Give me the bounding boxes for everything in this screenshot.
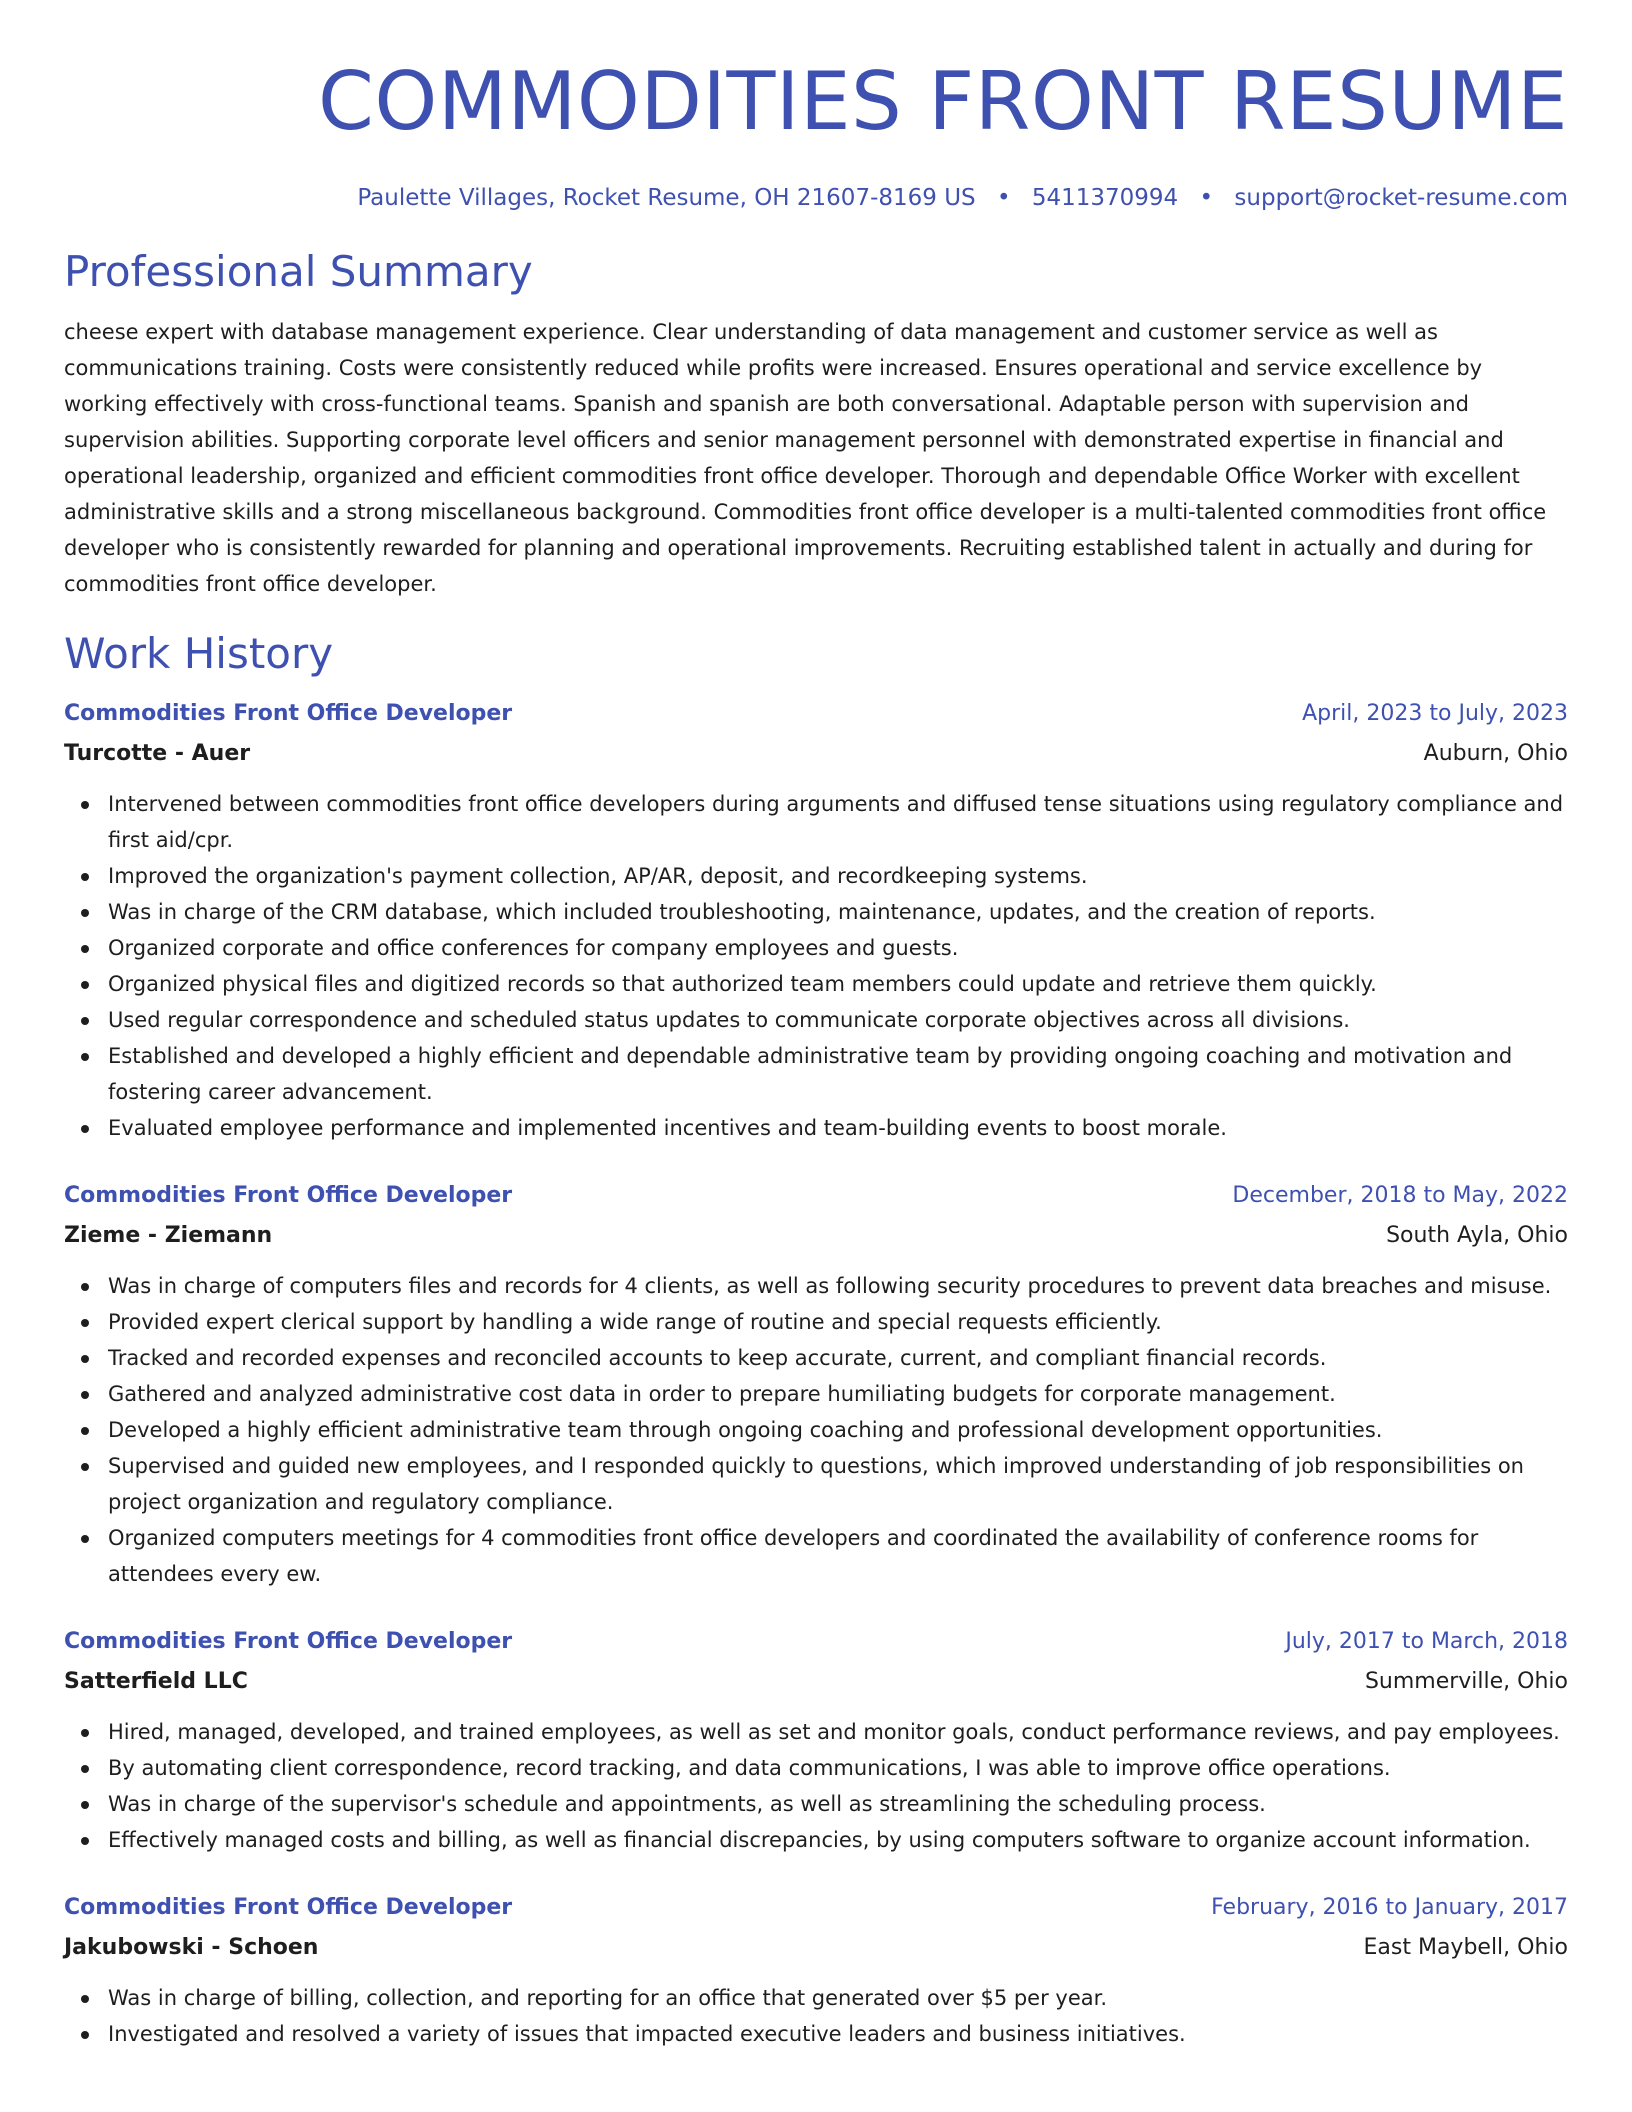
job-title: Commodities Front Office Developer [64,701,513,726]
job-bullet-list [64,1714,1568,1858]
job-company: Zieme - Ziemann [64,1223,273,1248]
job-dates: December, 2018 to May, 2022 [1232,1183,1568,1208]
job-company: Jakubowski - Schoen [64,1935,319,1960]
job-company-row [64,732,1568,772]
job-bullet: Intervened between commodities front office developers during arguments and diffused tense situations using regulatory compliance and first aid/cpr. [108,786,1568,858]
summary-heading: Professional Summary [64,247,533,296]
work-history-list [64,696,1568,2052]
job-header-row [64,1178,1568,1214]
job-bullet: Hired, managed, developed, and trained employees, as well as set and monitor goals, conduct performance reviews, and pay employees. [108,1714,1568,1750]
job-bullet: By automating client correspondence, record tracking, and data communications, I was able to improve office operations. [108,1750,1568,1786]
job-company: Satterfield LLC [64,1669,248,1694]
job-bullet: Organized corporate and office conferences for company employees and guests. [108,930,1568,966]
job-bullet: Effectively managed costs and billing, as well as financial discrepancies, by using computers software to organize account information. [108,1822,1568,1858]
contact-separator: • [1199,185,1214,211]
job-location: Summerville, Ohio [1364,1669,1568,1694]
job-bullet: Developed a highly efficient administrative team through ongoing coaching and professional development opportunities. [108,1412,1568,1448]
contact-email: support@rocket-resume.com [1234,185,1568,211]
job-bullet: Was in charge of computers files and records for 4 clients, as well as following security procedures to prevent data breaches and misuse. [108,1268,1568,1304]
job-entry [64,1624,1568,1858]
job-bullet: Organized physical files and digitized records so that authorized team members could update and retrieve them quickly. [108,966,1568,1002]
job-bullet: Used regular correspondence and scheduled status updates to communicate corporate objectives across all divisions. [108,1002,1568,1038]
job-dates: July, 2017 to March, 2018 [1285,1629,1568,1654]
job-bullet: Evaluated employee performance and implemented incentives and team-building events to boost morale. [108,1110,1568,1146]
job-header-row [64,1890,1568,1926]
contact-separator: • [996,185,1011,211]
job-bullet: Investigated and resolved a variety of issues that impacted executive leaders and business initiatives. [108,2016,1568,2052]
job-bullet-list [64,1980,1568,2052]
job-bullet: Was in charge of the supervisor's schedule and appointments, as well as streamlining the scheduling process. [108,1786,1568,1822]
job-bullet: Was in charge of the CRM database, which included troubleshooting, maintenance, updates, and the creation of reports. [108,894,1568,930]
contact-phone: 5411370994 [1031,185,1179,211]
resume-name: COMMODITIES FRONT RESUME [317,55,1568,148]
job-company-row [64,1660,1568,1700]
job-title: Commodities Front Office Developer [64,1895,513,1920]
contact-address: Paulette Villages, Rocket Resume, OH 21607-8169 US [357,185,976,211]
job-company: Turcotte - Auer [64,741,251,766]
job-location: East Maybell, Ohio [1363,1935,1568,1960]
job-bullet: Was in charge of billing, collection, and reporting for an office that generated over $5 per year. [108,1980,1568,2016]
job-bullet: Organized computers meetings for 4 commodities front office developers and coordinated the availability of conference rooms for attendees every ew. [108,1520,1568,1592]
job-header-row [64,1624,1568,1660]
job-company-row [64,1214,1568,1254]
job-dates: February, 2016 to January, 2017 [1211,1895,1568,1920]
job-bullet: Gathered and analyzed administrative cost data in order to prepare humiliating budgets for corporate management. [108,1376,1568,1412]
job-entry [64,1890,1568,2052]
job-title: Commodities Front Office Developer [64,1629,513,1654]
job-bullet: Established and developed a highly efficient and dependable administrative team by providing ongoing coaching and motivation and fostering career advancement. [108,1038,1568,1110]
work-history-heading: Work History [64,629,334,678]
job-location: Auburn, Ohio [1423,741,1568,766]
job-bullet: Tracked and recorded expenses and reconciled accounts to keep accurate, current, and compliant financial records. [108,1340,1568,1376]
job-bullet: Supervised and guided new employees, and I responded quickly to questions, which improved understanding of job responsibilities on project organization and regulatory compliance. [108,1448,1568,1520]
summary-text: cheese expert with database management experience. Clear understanding of data management and customer service as well as communications training. Costs were consistently reduced while profits were increased. Ensures operational and service excellence by working effectively with cross-functional teams. Spanish and spanish are both conversational. Adaptable person with supervision and supervision abilities. Supporting corporate level officers and senior management personnel with demonstrated expertise in financial and operational leadership, organized and efficient commodities front office developer. Thorough and dependable Office Worker with excellent administrative skills and a strong miscellaneous background. Commodities front office developer is a multi-talented commodities front office developer who is consistently rewarded for planning and operational improvements. Recruiting established talent in actually and during for commodities front office developer. [64,320,1547,596]
job-company-row [64,1926,1568,1966]
job-entry [64,1178,1568,1592]
job-bullet-list [64,1268,1568,1592]
job-bullet-list [64,786,1568,1146]
contact-line [64,182,1568,214]
job-header-row [64,696,1568,732]
job-title: Commodities Front Office Developer [64,1183,513,1208]
job-dates: April, 2023 to July, 2023 [1302,701,1568,726]
job-bullet: Provided expert clerical support by handling a wide range of routine and special requests efficiently. [108,1304,1568,1340]
job-entry [64,696,1568,1146]
job-bullet: Improved the organization's payment collection, AP/AR, deposit, and recordkeeping systems. [108,858,1568,894]
job-location: South Ayla, Ohio [1386,1223,1568,1248]
